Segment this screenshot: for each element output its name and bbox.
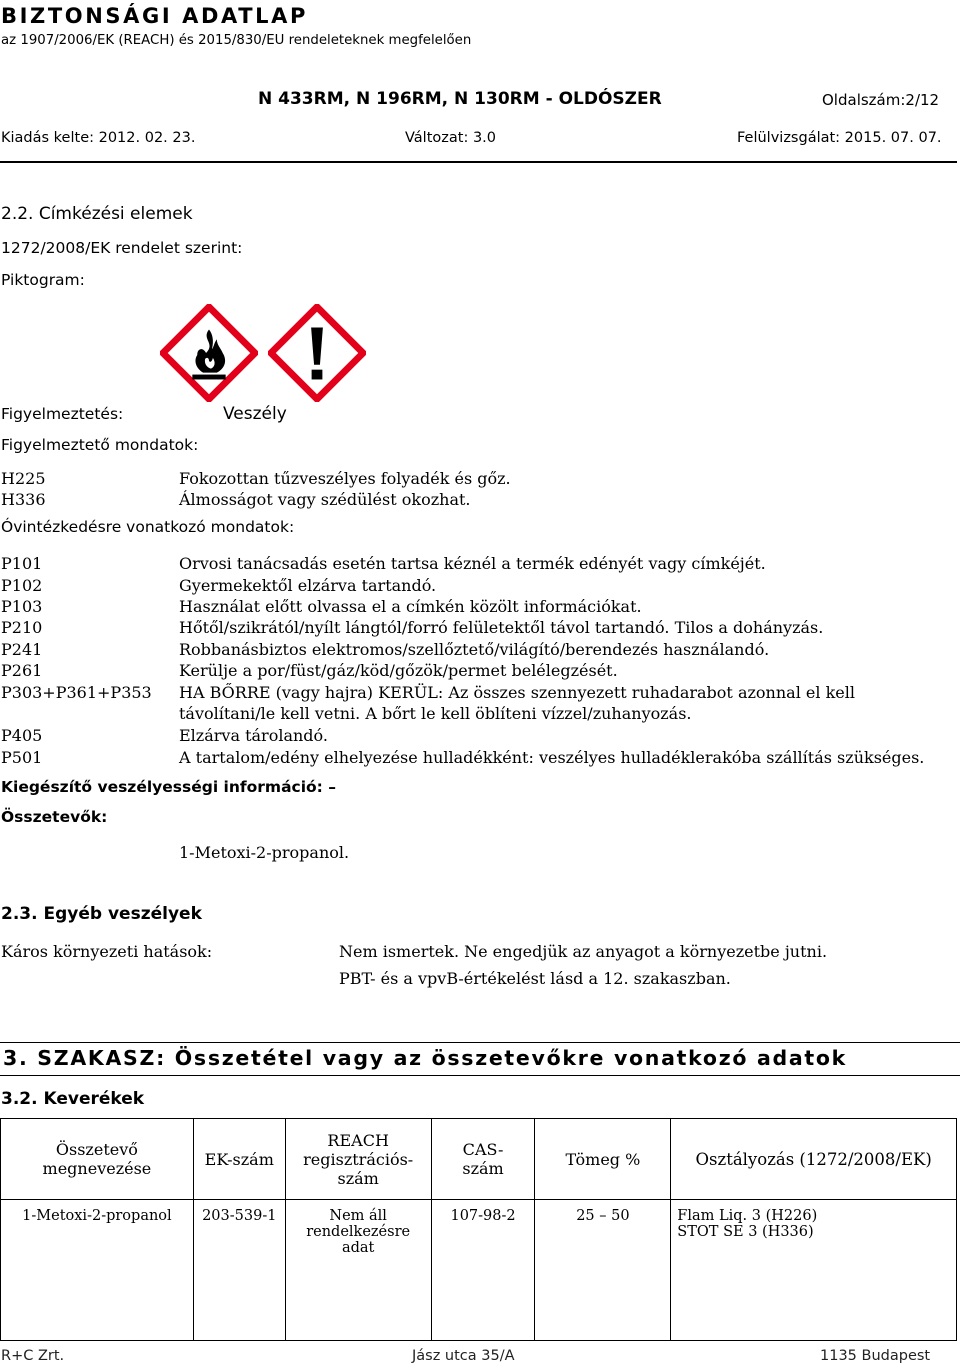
composition-table bbox=[0, 1118, 957, 1341]
precaution-text-continued: távolítani/le kell vetni. A bőrt le kell öblíteni vízzel/zuhanyozás. bbox=[179, 704, 692, 723]
pbt-reference: PBT- és a vpvB-értékelést lásd a 12. szakaszban. bbox=[339, 969, 731, 988]
cell-cas: 107-98-2 bbox=[431, 1200, 535, 1341]
precautionary-statements-label: Óvintézkedésre vonatkozó mondatok: bbox=[1, 518, 295, 536]
column-header-classification: Osztályozás (1272/2008/EK) bbox=[671, 1119, 957, 1200]
precaution-code: P103 bbox=[1, 597, 43, 616]
revision-date: Felülvizsgálat: 2015. 07. 07. bbox=[737, 130, 942, 146]
ingredients-label: Összetevők: bbox=[1, 808, 108, 826]
hazard-statements-label: Figyelmeztető mondatok: bbox=[1, 436, 199, 454]
precaution-code: P101 bbox=[1, 554, 43, 573]
table-header-row bbox=[1, 1119, 957, 1200]
footer-city: 1135 Budapest bbox=[820, 1348, 931, 1364]
env-effects-label: Káros környezeti hatások: bbox=[1, 942, 213, 961]
cell-classification: Flam Liq. 3 (H226) STOT SE 3 (H336) bbox=[671, 1200, 957, 1341]
precaution-text: Használat előtt olvassa el a címkén közölt információkat. bbox=[179, 597, 642, 616]
env-effects-value: Nem ismertek. Ne engedjük az anyagot a környezetbe jutni. bbox=[339, 942, 828, 961]
table-row bbox=[1, 1200, 957, 1341]
cell-mass: 25 – 50 bbox=[535, 1200, 671, 1341]
section-3-2-heading: 3.2. Keverékek bbox=[1, 1089, 145, 1109]
column-header-cas: CAS- szám bbox=[431, 1119, 535, 1200]
flame-icon bbox=[160, 304, 258, 402]
precaution-text: Hőtől/szikrától/nyílt lángtól/forró felületektől távol tartandó. Tilos a dohányzás. bbox=[179, 618, 824, 637]
precaution-code: P501 bbox=[1, 748, 43, 767]
section-3-heading-box bbox=[0, 1042, 960, 1076]
pictogram-label: Piktogram: bbox=[1, 271, 85, 289]
precaution-text: Elzárva tárolandó. bbox=[179, 726, 328, 745]
column-header-mass: Tömeg % bbox=[535, 1119, 671, 1200]
section-2-2-heading: 2.2. Címkézési elemek bbox=[1, 204, 193, 224]
precaution-code: P241 bbox=[1, 640, 43, 659]
cell-reach: Nem áll rendelkezésre adat bbox=[285, 1200, 431, 1341]
precaution-text: Gyermekektől elzárva tartandó. bbox=[179, 576, 437, 595]
precaution-code: P303+P361+P353 bbox=[1, 683, 152, 702]
hazard-text: Fokozottan tűzveszélyes folyadék és gőz. bbox=[179, 469, 511, 488]
column-header-name: Összetevő megnevezése bbox=[1, 1119, 194, 1200]
version: Változat: 3.0 bbox=[405, 130, 497, 146]
issue-date: Kiadás kelte: 2012. 02. 23. bbox=[1, 130, 196, 146]
section-2-3-heading: 2.3. Egyéb veszélyek bbox=[1, 904, 202, 924]
cell-name: 1-Metoxi-2-propanol bbox=[1, 1200, 194, 1341]
precaution-text: A tartalom/edény elhelyezése hulladékként: veszélyes hulladéklerakóba szállítás szükséges. bbox=[179, 748, 925, 767]
signal-word: Veszély bbox=[223, 404, 287, 424]
precaution-text: Robbanásbiztos elektromos/szellőztető/világító/berendezés használandó. bbox=[179, 640, 770, 659]
section-3-heading: 3. SZAKASZ: Összetétel vagy az összetevőkre vonatkozó adatok bbox=[3, 1046, 848, 1070]
hazard-code: H336 bbox=[1, 490, 46, 509]
precaution-text: Orvosi tanácsadás esetén tartsa kéznél a termék edényét vagy címkéjét. bbox=[179, 554, 766, 573]
ingredients-value: 1-Metoxi-2-propanol. bbox=[179, 843, 350, 862]
exclamation-mark-icon bbox=[268, 304, 366, 402]
column-header-ec: EK-szám bbox=[193, 1119, 285, 1200]
precaution-code: P261 bbox=[1, 661, 43, 680]
document-subtitle: az 1907/2006/EK (REACH) és 2015/830/EU rendeleteknek megfelelően bbox=[1, 33, 472, 48]
hazard-text: Álmosságot vagy szédülést okozhat. bbox=[179, 490, 471, 509]
precaution-text: Kerülje a por/füst/gáz/köd/gőzök/permet belélegzését. bbox=[179, 661, 618, 680]
product-name: N 433RM, N 196RM, N 130RM - OLDÓSZER bbox=[258, 89, 662, 109]
page-number: Oldalszám:2/12 bbox=[822, 91, 940, 109]
document-title: BIZTONSÁGI ADATLAP bbox=[1, 4, 308, 28]
precaution-text: HA BŐRRE (vagy hajra) KERÜL: Az összes szennyezett ruhadarabot azonnal el kell bbox=[179, 683, 855, 702]
precaution-code: P210 bbox=[1, 618, 43, 637]
footer-company: R+C Zrt. bbox=[1, 1348, 65, 1364]
regulation-label: 1272/2008/EK rendelet szerint: bbox=[1, 239, 243, 257]
column-header-reach: REACH regisztrációs- szám bbox=[285, 1119, 431, 1200]
supplementary-info-label: Kiegészítő veszélyességi információ: – bbox=[1, 778, 337, 796]
hazard-code: H225 bbox=[1, 469, 46, 488]
header-divider bbox=[0, 161, 957, 163]
footer-address: Jász utca 35/A bbox=[412, 1348, 515, 1364]
precaution-code: P102 bbox=[1, 576, 43, 595]
precaution-code: P405 bbox=[1, 726, 43, 745]
cell-ec: 203-539-1 bbox=[193, 1200, 285, 1341]
signal-word-label: Figyelmeztetés: bbox=[1, 405, 124, 423]
